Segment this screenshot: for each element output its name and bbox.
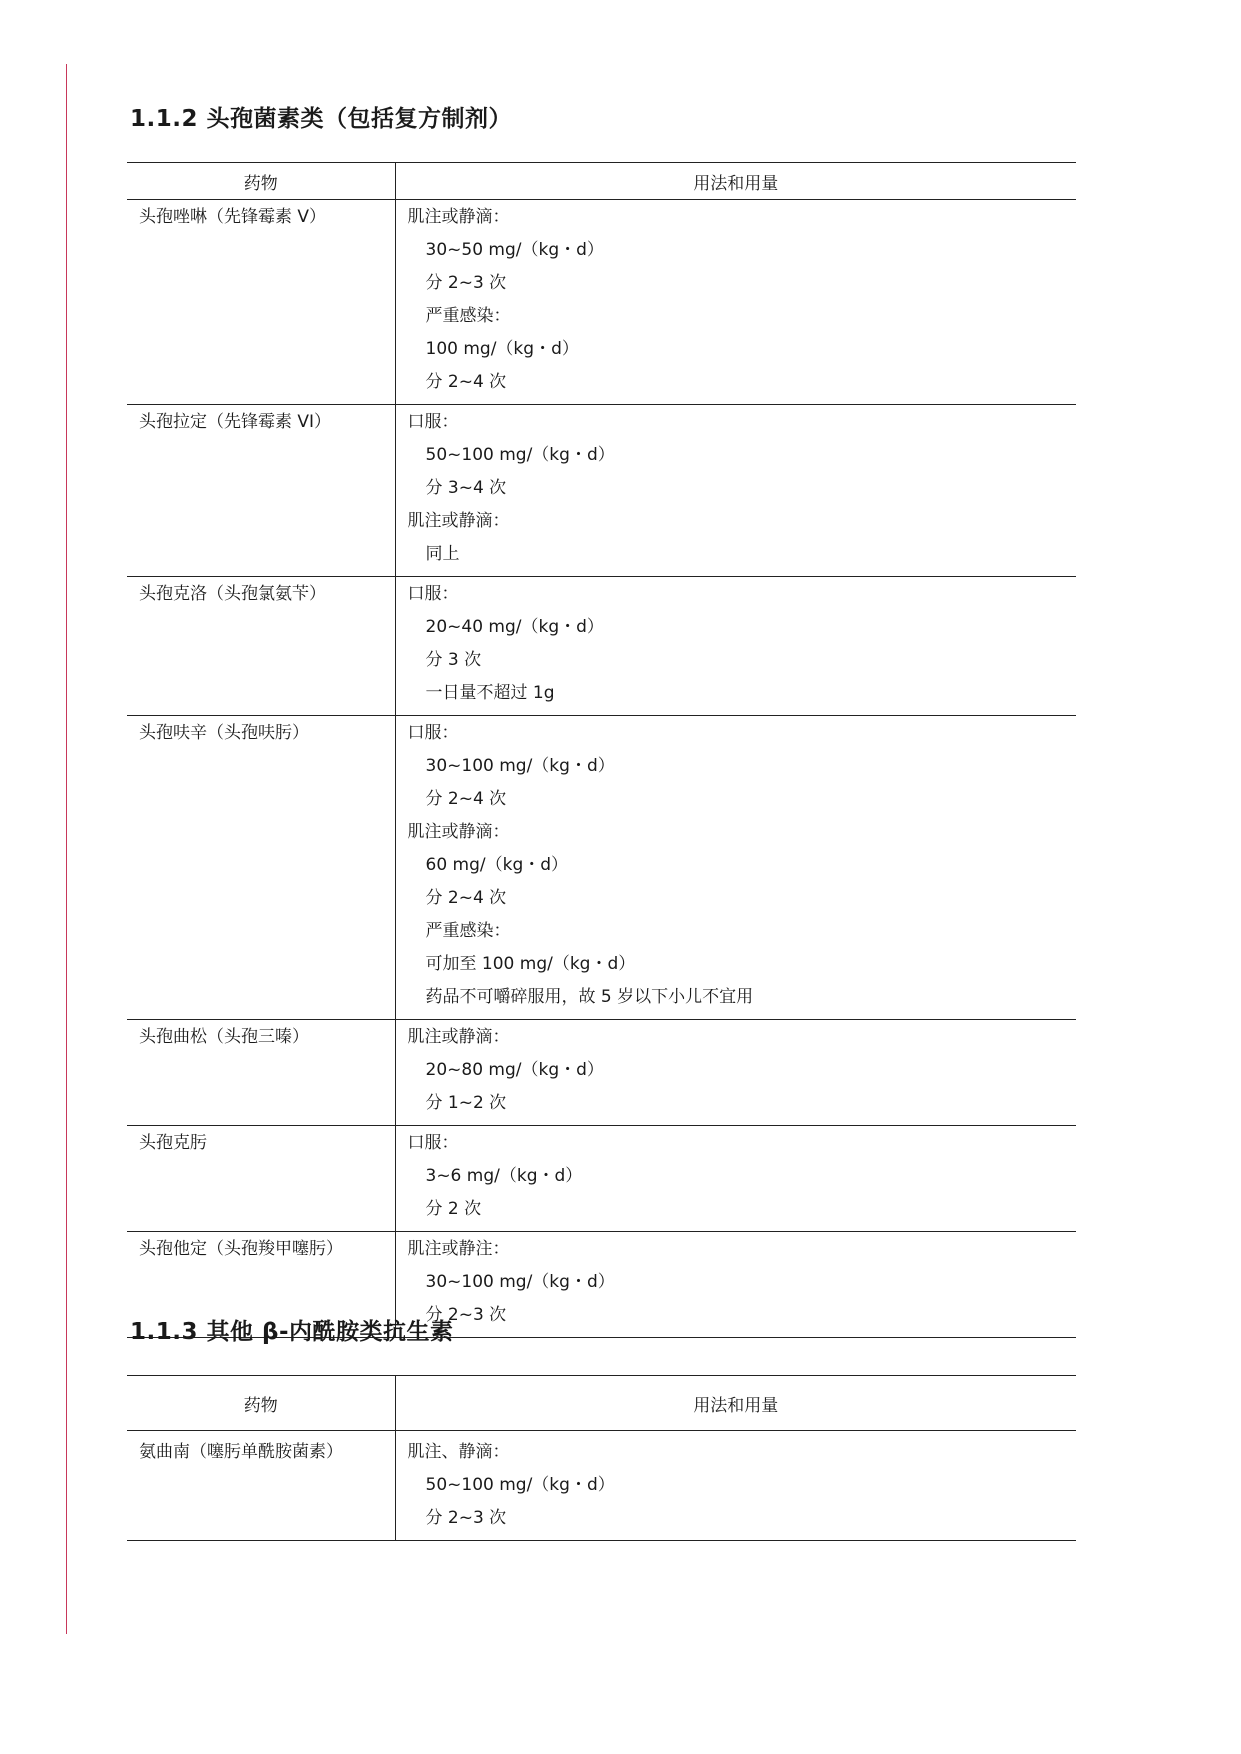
dosage-line: 严重感染： (425, 921, 511, 941)
dosage-line: 3~6 mg/（kg・d） (425, 1166, 583, 1186)
drug-name: 头孢曲松（头孢三嗪） (139, 1027, 309, 1047)
drug-name: 头孢唑啉（先锋霉素 V） (139, 207, 327, 227)
table-header-row (127, 163, 1076, 200)
dosage-line: 分 2 次 (425, 1199, 482, 1219)
dosage-cell (395, 577, 1076, 716)
column-header-drug: 药物 (127, 163, 395, 200)
drug-name: 头孢他定（头孢羧甲噻肟） (139, 1239, 343, 1259)
table-header-row (127, 1376, 1076, 1431)
dosage-cell (395, 1126, 1076, 1232)
drug-name-cell (127, 577, 395, 716)
dosage-line: 肌注或静滴： (407, 511, 510, 531)
table-body (127, 200, 1076, 1338)
dosage-line: 20~40 mg/（kg・d） (425, 617, 604, 637)
dosage-cell (395, 1431, 1076, 1541)
beta-lactam-dosage-table (127, 1375, 1076, 1541)
dosage-line: 分 2~3 次 (425, 1305, 507, 1325)
drug-name: 氨曲南（噻肟单酰胺菌素） (139, 1442, 343, 1462)
table-row (127, 577, 1076, 716)
table-row (127, 200, 1076, 405)
dosage-cell (395, 716, 1076, 1020)
dosage-line: 严重感染： (425, 306, 511, 326)
drug-name: 头孢克肟 (139, 1133, 207, 1153)
dosage-line: 60 mg/（kg・d） (425, 855, 569, 875)
dosage-line: 30~100 mg/（kg・d） (425, 1272, 615, 1292)
dosage-line: 同上 (425, 544, 460, 564)
dosage-line: 肌注或静滴： (407, 1027, 510, 1047)
section-title-other-beta-lactams: 1.1.3 其他 β-内酰胺类抗生素 (130, 1319, 454, 1345)
dosage-line: 分 2~4 次 (425, 789, 507, 809)
dosage-cell (395, 1232, 1076, 1338)
table-body (127, 1431, 1076, 1541)
dosage-line: 分 3~4 次 (425, 478, 507, 498)
column-header-drug: 药物 (127, 1376, 395, 1431)
dosage-line: 30~50 mg/（kg・d） (425, 240, 604, 260)
dosage-line: 分 2~4 次 (425, 888, 507, 908)
dosage-line: 肌注或静滴： (407, 207, 510, 227)
page-margin-rule (66, 64, 69, 1634)
dosage-cell (395, 405, 1076, 577)
dosage-line: 口服： (407, 412, 459, 432)
table-row (127, 716, 1076, 1020)
drug-name-cell (127, 716, 395, 1020)
dosage-line: 100 mg/（kg・d） (425, 339, 579, 359)
dosage-cell (395, 1020, 1076, 1126)
dosage-line: 分 2~3 次 (425, 273, 507, 293)
drug-name-cell (127, 1126, 395, 1232)
table-row (127, 405, 1076, 577)
drug-name: 头孢拉定（先锋霉素 VI） (139, 412, 332, 432)
dosage-line: 30~100 mg/（kg・d） (425, 756, 615, 776)
dosage-line: 口服： (407, 723, 459, 743)
dosage-line: 口服： (407, 584, 459, 604)
cephalosporin-dosage-table (127, 162, 1076, 1338)
table-row (127, 1431, 1076, 1541)
column-header-usage: 用法和用量 (395, 1376, 1076, 1431)
dosage-line: 可加至 100 mg/（kg・d） (425, 954, 636, 974)
drug-name: 头孢呋辛（头孢呋肟） (139, 723, 309, 743)
dosage-line: 50~100 mg/（kg・d） (425, 1475, 615, 1495)
drug-name-cell (127, 1020, 395, 1126)
drug-name: 头孢克洛（头孢氯氨苄） (139, 584, 326, 604)
dosage-line: 50~100 mg/（kg・d） (425, 445, 615, 465)
drug-name-cell (127, 1431, 395, 1541)
dosage-line: 一日量不超过 1g (425, 683, 555, 703)
table-row (127, 1126, 1076, 1232)
dosage-line: 分 2~4 次 (425, 372, 507, 392)
column-header-usage: 用法和用量 (395, 163, 1076, 200)
dosage-line: 分 3 次 (425, 650, 482, 670)
drug-name-cell (127, 405, 395, 577)
dosage-line: 口服： (407, 1133, 459, 1153)
table-row (127, 1020, 1076, 1126)
drug-name-cell (127, 200, 395, 405)
dosage-line: 肌注或静滴： (407, 822, 510, 842)
section-title-cephalosporins: 1.1.2 头孢菌素类（包括复方制剂） (130, 106, 512, 132)
dosage-line: 分 1~2 次 (425, 1093, 507, 1113)
dosage-line: 肌注、静滴： (407, 1442, 510, 1462)
dosage-line: 肌注或静注： (407, 1239, 510, 1259)
dosage-line: 20~80 mg/（kg・d） (425, 1060, 604, 1080)
dosage-line: 分 2~3 次 (425, 1508, 507, 1528)
dosage-cell (395, 200, 1076, 405)
dosage-line: 药品不可嚼碎服用，故 5 岁以下小儿不宜用 (425, 987, 754, 1007)
